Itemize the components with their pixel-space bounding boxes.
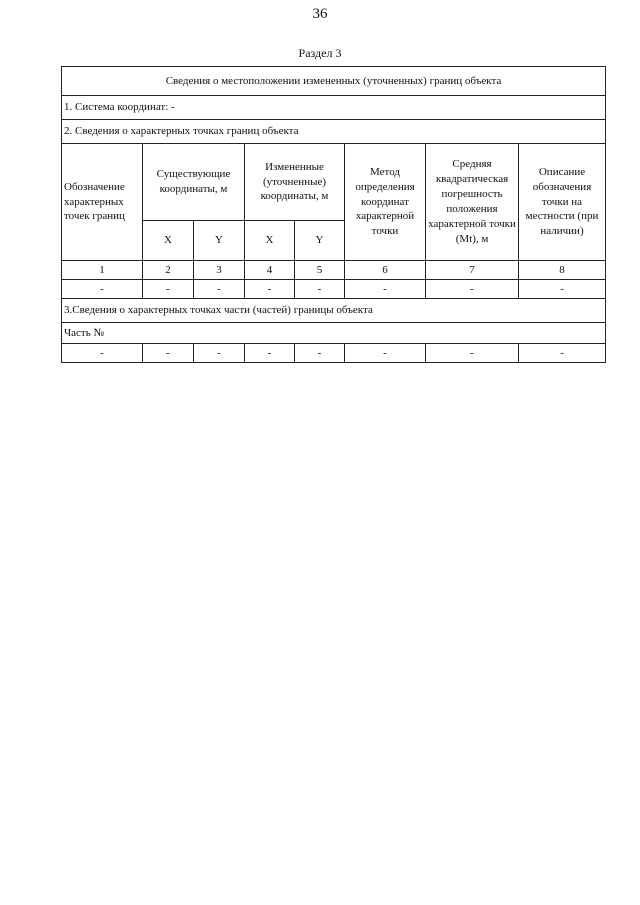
table-title: Сведения о местоположении измененных (уточненных) границ объекта	[62, 67, 606, 96]
coord-system-text: 1. Система координат: -	[62, 96, 606, 120]
section2-title: 2. Сведения о характерных точках границ объекта	[62, 120, 606, 144]
section-label: Раздел 3	[298, 46, 342, 60]
header-existing-y: Y	[194, 221, 245, 261]
header-changed-x: X	[245, 221, 295, 261]
page-number: 36	[312, 6, 328, 22]
header-designation: Обозначение характерных точек границ	[62, 144, 143, 261]
table-title-row	[62, 67, 606, 96]
column-number: 4	[245, 261, 295, 280]
table-cell: -	[62, 344, 143, 363]
header-existing-x: X	[143, 221, 194, 261]
table-cell: -	[143, 344, 194, 363]
coord-system-row	[62, 96, 606, 120]
table-cell: -	[345, 344, 426, 363]
section3-row	[62, 299, 606, 323]
table-cell: -	[519, 344, 606, 363]
boundary-points-table	[61, 66, 606, 363]
table-cell: -	[426, 344, 519, 363]
header-row-1	[62, 144, 606, 221]
table-cell: -	[245, 280, 295, 299]
table-cell: -	[194, 344, 245, 363]
section3-title: 3.Сведения о характерных точках части (частей) границы объекта	[62, 299, 606, 323]
table-cell: -	[194, 280, 245, 299]
table-row	[62, 344, 606, 363]
table-cell: -	[295, 280, 345, 299]
table-cell: -	[295, 344, 345, 363]
column-number: 3	[194, 261, 245, 280]
table-cell: -	[426, 280, 519, 299]
table-cell: -	[519, 280, 606, 299]
column-number: 2	[143, 261, 194, 280]
column-number: 7	[426, 261, 519, 280]
table-cell: -	[143, 280, 194, 299]
column-number-row	[62, 261, 606, 280]
header-description: Описание обозначения точки на местности (при наличии)	[519, 144, 606, 261]
part-label-row	[62, 323, 606, 344]
column-number: 8	[519, 261, 606, 280]
table-row	[62, 280, 606, 299]
section2-row	[62, 120, 606, 144]
header-method: Метод определения координат характерной точки	[345, 144, 426, 261]
column-number: 1	[62, 261, 143, 280]
header-changed-y: Y	[295, 221, 345, 261]
table-cell: -	[345, 280, 426, 299]
column-number: 6	[345, 261, 426, 280]
column-number: 5	[295, 261, 345, 280]
header-existing-coords: Существующие координаты, м	[143, 144, 245, 221]
part-label: Часть №	[62, 323, 606, 344]
header-error: Средняя квадратическая погрешность положения характерной точки (Mt), м	[426, 144, 519, 261]
table-cell: -	[62, 280, 143, 299]
table-cell: -	[245, 344, 295, 363]
header-changed-coords: Измененные (уточненные) координаты, м	[245, 144, 345, 221]
